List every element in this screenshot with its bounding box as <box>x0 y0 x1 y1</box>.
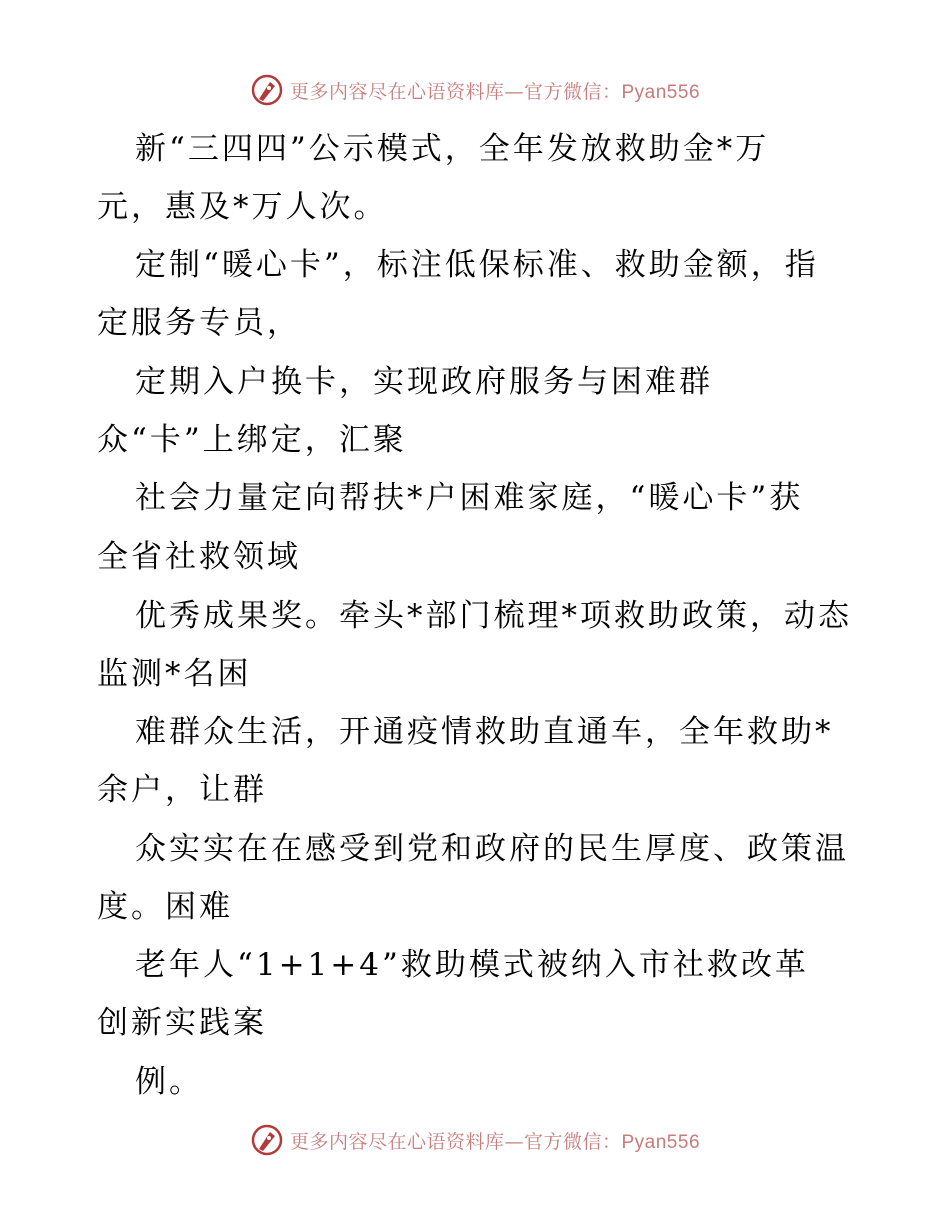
body-line-13: 众实实在在感受到党和政府的民生厚度、政策温 <box>135 831 849 867</box>
body-line-15: 老年人“1+1+4”救助模式被纳入市社救改革 <box>135 947 809 983</box>
header-wechat-id: Pyan556 <box>621 81 701 103</box>
body-line-12: 余户，让群 <box>97 772 267 808</box>
body-line-6: 众“卡”上绑定，汇聚 <box>97 422 407 458</box>
body-line-5: 定期入户换卡，实现政府服务与困难群 <box>135 364 713 400</box>
body-line-1: 新“三四四”公示模式，全年发放救助金*万 <box>135 131 770 167</box>
body-line-14: 度。困难 <box>97 889 233 925</box>
body-line-10: 监测*名困 <box>97 656 252 692</box>
body-line-17: 例。 <box>135 1064 203 1100</box>
header-banner-label: 更多内容尽在心语资料库—官方微信： <box>289 80 622 103</box>
footer-banner-text <box>290 1127 700 1154</box>
footer-banner <box>0 1120 950 1160</box>
body-line-3: 定制“暖心卡”，标注低保标准、救助金额，指 <box>135 247 819 283</box>
body-line-9: 优秀成果奖。牵头*部门梳理*项救助政策，动态 <box>135 598 852 634</box>
footer-wechat-id: Pyan556 <box>621 1131 701 1153</box>
body-line-7: 社会力量定向帮扶*户困难家庭，“暖心卡”获 <box>135 480 804 516</box>
body-line-11: 难群众生活，开通疫情救助直通车，全年救助* <box>135 714 834 750</box>
body-line-4: 定服务专员， <box>97 305 301 341</box>
body-line-16: 创新实践案 <box>97 1005 267 1041</box>
body-line-2: 元，惠及*万人次。 <box>97 189 388 225</box>
pen-nib-circle-icon <box>250 1123 284 1157</box>
body-line-8: 全省社救领域 <box>97 539 301 575</box>
footer-banner-label: 更多内容尽在心语资料库—官方微信： <box>289 1130 622 1153</box>
